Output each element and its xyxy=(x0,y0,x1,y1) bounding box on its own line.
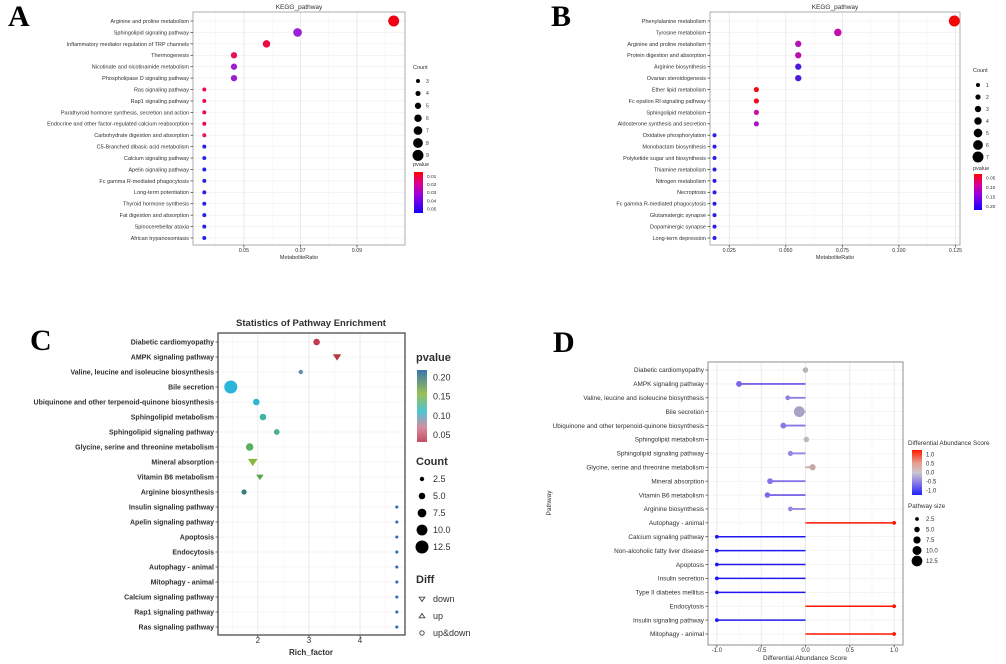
data-point xyxy=(202,190,206,194)
legend-colorbar xyxy=(413,162,437,213)
data-point xyxy=(395,580,398,583)
svg-text:0.050: 0.050 xyxy=(779,248,793,254)
svg-text:7: 7 xyxy=(426,128,429,135)
x-axis xyxy=(723,245,963,261)
x-axis xyxy=(256,635,363,657)
data-point xyxy=(202,213,206,217)
svg-text:0.02: 0.02 xyxy=(427,182,437,188)
panel-b-chart xyxy=(500,0,1006,295)
legend-title: pvalue xyxy=(973,166,990,172)
y-axis-label: Nitrogen metabolism xyxy=(655,178,706,185)
svg-text:2.5: 2.5 xyxy=(433,474,446,485)
y-axis-label: Polyketide sugar unit biosynthesis xyxy=(623,155,706,162)
y-axis-label: Valine, leucine and isoleucine biosynthesis xyxy=(70,369,214,377)
svg-text:10.0: 10.0 xyxy=(926,548,938,555)
legend-size xyxy=(413,65,429,161)
x-axis-title: Rich_factor xyxy=(288,648,334,657)
data-point xyxy=(754,87,759,92)
y-axis-label: Autophagy - animal xyxy=(149,564,214,572)
y-axis-label: C5-Branched dibasic acid metabolism xyxy=(96,144,189,151)
y-axis-label: Rap1 signaling pathway xyxy=(130,98,189,105)
data-point xyxy=(795,52,801,58)
legend-title: pvalue xyxy=(416,352,451,364)
y-axis-label: Glycine, serine and threonine metabolism xyxy=(586,464,704,472)
svg-text:6: 6 xyxy=(426,115,429,122)
y-axis-label: Fc gamma R-mediated phagocytosis xyxy=(616,201,706,208)
data-point xyxy=(788,451,793,456)
svg-text:0.100: 0.100 xyxy=(892,248,906,254)
svg-text:-0.5: -0.5 xyxy=(756,648,767,654)
y-axis-label: Carbohydrate digestion and absorption xyxy=(94,133,189,140)
y-axis-label: Dopaminergic synapse xyxy=(650,224,706,231)
svg-text:7: 7 xyxy=(986,154,989,161)
chart-title: KEGG_pathway xyxy=(275,4,323,11)
y-axis-label: Arginine biosynthesis xyxy=(140,489,214,497)
y-axis-label: Inflammatory mediator regulation of TRP channels xyxy=(66,41,189,48)
data-point xyxy=(736,381,742,387)
svg-text:0.09: 0.09 xyxy=(351,248,363,254)
svg-text:-1.0: -1.0 xyxy=(711,648,723,654)
y-axis-labels xyxy=(47,19,193,242)
panel-label-d: D xyxy=(553,326,575,359)
data-point xyxy=(785,395,790,400)
data-point xyxy=(395,625,398,628)
data-point xyxy=(395,520,398,523)
svg-text:7.5: 7.5 xyxy=(433,508,446,519)
svg-text:0.03: 0.03 xyxy=(427,191,437,197)
svg-text:0.15: 0.15 xyxy=(986,195,996,201)
y-axis-label: AMPK signaling pathway xyxy=(633,381,704,389)
x-axis xyxy=(239,245,362,261)
svg-text:4: 4 xyxy=(426,91,429,98)
data-point xyxy=(788,507,793,512)
data-point xyxy=(715,577,719,581)
svg-text:4: 4 xyxy=(986,118,989,125)
svg-text:up: up xyxy=(433,611,444,622)
panel-label-b: B xyxy=(551,0,572,33)
y-axis-labels xyxy=(616,19,710,242)
svg-text:5: 5 xyxy=(986,130,989,137)
data-point xyxy=(795,75,801,81)
chart-title: Statistics of Pathway Enrichment xyxy=(236,318,386,329)
data-point xyxy=(795,64,801,70)
y-axis-label: Glycine, serine and threonine metabolism xyxy=(75,444,214,452)
data-point xyxy=(713,167,717,171)
y-axis-label: Sphingolipid metabolism xyxy=(646,110,706,117)
data-point xyxy=(202,110,206,114)
y-axis-label: Vitamin B6 metabolism xyxy=(638,492,704,500)
svg-text:7.5: 7.5 xyxy=(926,538,935,545)
data-point xyxy=(388,16,399,27)
y-axis-label: Necroptosis xyxy=(676,190,706,197)
y-axis-label: Thiamine metabolism xyxy=(653,167,706,174)
svg-text:6: 6 xyxy=(986,142,989,149)
svg-text:-1.0: -1.0 xyxy=(926,488,937,495)
data-point xyxy=(794,406,805,417)
svg-text:0.0: 0.0 xyxy=(926,470,935,477)
data-point xyxy=(202,145,206,149)
data-point xyxy=(395,595,398,598)
svg-text:0.15: 0.15 xyxy=(433,391,451,402)
y-axis-label: Aldosterone synthesis and secretion xyxy=(617,121,706,128)
x-axis-title: MetaboliteRatio xyxy=(815,255,855,261)
svg-text:0.5: 0.5 xyxy=(845,648,854,654)
y-axis-label: Endocytosis xyxy=(172,549,214,557)
data-point xyxy=(231,75,237,81)
data-point xyxy=(293,28,302,37)
data-point xyxy=(395,610,398,613)
y-axis-label: Endocrine and other factor-regulated calcium reabsorption xyxy=(47,121,189,128)
legend-colorbar xyxy=(973,166,996,210)
svg-text:0.05: 0.05 xyxy=(238,248,250,254)
legend-title: Differential Abundance Score xyxy=(908,440,990,447)
data-point xyxy=(767,478,773,484)
legend-title: Count xyxy=(973,68,988,74)
data-point xyxy=(892,632,896,636)
y-axis-label: Rap1 signaling pathway xyxy=(134,609,214,617)
data-point xyxy=(715,563,719,567)
y-axis-label: Apelin signaling pathway xyxy=(128,167,189,174)
data-point xyxy=(834,29,841,36)
y-axis-label: Autophagy - animal xyxy=(648,520,704,528)
svg-text:3: 3 xyxy=(306,636,312,645)
data-point xyxy=(715,618,719,622)
legend-size xyxy=(973,68,989,162)
panel-d-chart xyxy=(510,295,1006,664)
data-point xyxy=(713,145,717,149)
y-axis-label: Protein digestion and absorption xyxy=(627,53,706,60)
y-axis-label: Phenylalanine metabolism xyxy=(641,18,706,25)
data-point xyxy=(713,236,717,240)
data-point xyxy=(803,367,809,373)
data-point xyxy=(395,535,398,538)
svg-text:3: 3 xyxy=(426,78,429,85)
y-axis-label: Nicotinate and nicotinamide metabolism xyxy=(91,64,189,71)
svg-text:0.07: 0.07 xyxy=(295,248,306,254)
svg-text:0.20: 0.20 xyxy=(986,205,996,211)
data-point xyxy=(202,225,206,229)
svg-text:0.5: 0.5 xyxy=(926,461,935,468)
svg-text:2: 2 xyxy=(255,636,261,645)
svg-text:5.0: 5.0 xyxy=(926,527,935,534)
svg-text:-0.5: -0.5 xyxy=(926,479,937,486)
y-axis-label: Ras signaling pathway xyxy=(138,624,214,632)
y-axis-label: Mineral absorption xyxy=(651,478,704,486)
y-axis-label: Insulin signaling pathway xyxy=(128,504,214,512)
data-point xyxy=(202,133,206,137)
y-axis-label: Endocytosis xyxy=(669,603,704,611)
plot-grid xyxy=(218,333,405,635)
data-point xyxy=(780,423,786,429)
y-axis-label: Thyroid hormone synthesis xyxy=(122,201,189,208)
y-axis-label: Calcium signaling pathway xyxy=(123,155,189,162)
y-axis-label: Diabetic cardiomyopathy xyxy=(130,339,214,347)
svg-text:4: 4 xyxy=(357,636,363,645)
chart-title: KEGG_pathway xyxy=(811,4,859,11)
y-axis-label: Ubiquinone and other terpenoid-quinone biosynthesis xyxy=(552,422,704,430)
y-axis-label: Tyrosine metabolism xyxy=(655,30,706,37)
y-axis-label: Mitophagy - animal xyxy=(650,631,704,639)
data-point xyxy=(754,110,759,115)
data-point xyxy=(202,99,206,103)
data-point xyxy=(754,121,759,126)
y-axis-label: Insulin signaling pathway xyxy=(632,617,704,625)
data-point xyxy=(395,505,398,508)
y-axis-label: Type II diabetes mellitus xyxy=(635,589,704,597)
legend-title: Diff xyxy=(416,574,435,586)
y-axis-label: Ovarian steroidogenesis xyxy=(646,76,706,83)
data-point xyxy=(231,52,237,58)
svg-text:2.5: 2.5 xyxy=(926,517,935,524)
data-point xyxy=(715,590,719,594)
svg-text:12.5: 12.5 xyxy=(926,559,938,566)
svg-text:0.05: 0.05 xyxy=(986,176,996,182)
data-point xyxy=(253,399,260,406)
svg-text:2: 2 xyxy=(986,94,989,101)
legend-title: pvalue xyxy=(413,162,430,168)
svg-text:0.10: 0.10 xyxy=(986,185,996,191)
data-point xyxy=(246,443,253,450)
svg-text:1.0: 1.0 xyxy=(889,648,899,654)
data-point xyxy=(202,202,206,206)
y-axis-labels xyxy=(553,367,708,638)
y-axis-title: Pathway xyxy=(546,490,553,516)
svg-text:0.01: 0.01 xyxy=(427,174,437,180)
y-axis-label: Ras signaling pathway xyxy=(133,87,189,94)
data-point xyxy=(713,190,717,194)
data-point xyxy=(202,167,206,171)
y-axis-label: Apoptosis xyxy=(179,534,214,542)
svg-text:3: 3 xyxy=(986,106,989,113)
data-point xyxy=(263,40,270,47)
data-point xyxy=(202,88,206,92)
y-axis-label: Arginine and proline metabolism xyxy=(627,41,706,48)
svg-text:0.04: 0.04 xyxy=(427,199,437,205)
data-point xyxy=(713,133,717,137)
y-axis-label: Calcium signaling pathway xyxy=(628,533,704,541)
svg-text:up&down: up&down xyxy=(433,628,471,639)
svg-text:down: down xyxy=(433,594,455,605)
x-axis-title: Differential Abundance Score xyxy=(762,655,848,662)
data-point xyxy=(241,489,246,494)
y-axis-label: Sphingolipid signaling pathway xyxy=(616,450,704,458)
y-axis-label: Bile secretion xyxy=(168,384,214,392)
data-point xyxy=(892,521,896,525)
y-axis-label: Ether lipid metabolism xyxy=(651,87,706,94)
data-point xyxy=(202,122,206,126)
data-point xyxy=(202,156,206,160)
y-axis-label: Parathyroid hormone synthesis, secretion and action xyxy=(60,110,189,117)
y-axis-label: Vitamin B6 metabolism xyxy=(137,474,214,482)
data-point xyxy=(765,492,771,498)
data-point xyxy=(202,236,206,240)
data-point xyxy=(224,381,237,394)
y-axis-label: Sphingolipid signaling pathway xyxy=(109,429,214,437)
y-axis-label: Bile secretion xyxy=(665,408,704,416)
data-point xyxy=(395,565,398,568)
data-point xyxy=(260,414,267,421)
y-axis-label: Arginine biosynthesis xyxy=(643,506,704,514)
svg-text:0.10: 0.10 xyxy=(433,410,451,421)
legend-size xyxy=(908,503,946,566)
y-axis-label: Diabetic cardiomyopathy xyxy=(634,367,704,375)
panel-label-c: C xyxy=(30,324,52,357)
data-point xyxy=(274,429,280,435)
data-point xyxy=(949,16,960,27)
y-axis-label: Sphingolipid signaling pathway xyxy=(113,30,189,37)
data-point xyxy=(713,179,717,183)
y-axis-label: Spinocerebellar ataxia xyxy=(134,224,189,231)
legend-title: Pathway size xyxy=(908,503,946,510)
plot-grid xyxy=(193,12,405,245)
x-axis-title: MetaboliteRatio xyxy=(279,255,319,261)
data-point xyxy=(395,550,398,553)
legend-title: Count xyxy=(416,456,448,468)
y-axis-label: Arginine and proline metabolism xyxy=(110,18,189,25)
data-point xyxy=(231,64,237,70)
data-point xyxy=(892,604,896,608)
data-point xyxy=(202,179,206,183)
y-axis-label: Oxidative phosphorylation xyxy=(642,133,706,140)
y-axis-label: Insulin secretion xyxy=(657,575,704,583)
y-axis-label: Mineral absorption xyxy=(151,459,214,467)
y-axis-label: Fc epsilon RI signaling pathway xyxy=(628,98,706,105)
svg-text:0.20: 0.20 xyxy=(433,372,451,383)
data-point xyxy=(795,41,801,47)
svg-text:0.0: 0.0 xyxy=(801,648,810,654)
data-point xyxy=(754,98,759,103)
svg-text:10.0: 10.0 xyxy=(433,525,451,536)
y-axis-label: Arginine biosynthesis xyxy=(654,64,706,71)
y-axis-label: Non-alcoholic fatty liver disease xyxy=(614,547,704,555)
y-axis-label: Thermogenesis xyxy=(151,53,189,60)
y-axis-label: Apoptosis xyxy=(675,561,704,569)
data-point xyxy=(715,549,719,553)
legend-colorbar xyxy=(908,440,990,495)
data-point xyxy=(804,437,810,443)
y-axis-label: AMPK signaling pathway xyxy=(130,354,214,362)
legend-title: Count xyxy=(413,65,428,71)
y-axis-label: Ubiquinone and other terpenoid-quinone biosynthesis xyxy=(33,399,214,407)
svg-text:0.05: 0.05 xyxy=(433,429,451,440)
svg-text:0.075: 0.075 xyxy=(835,248,849,254)
data-point xyxy=(313,339,320,346)
svg-text:1: 1 xyxy=(986,82,989,89)
y-axis-label: Calcium signaling pathway xyxy=(124,594,214,602)
data-point xyxy=(713,225,717,229)
panel-a-chart xyxy=(0,0,500,295)
legend-size xyxy=(416,456,451,554)
data-point xyxy=(715,535,719,539)
svg-text:0.125: 0.125 xyxy=(948,248,963,254)
y-axis-label: Phospholipase D signaling pathway xyxy=(102,76,189,83)
y-axis-label: African trypanosomiasis xyxy=(130,235,189,242)
y-axis-label: Sphingolipid metabolism xyxy=(634,436,704,444)
plot-grid xyxy=(710,12,960,245)
svg-text:12.5: 12.5 xyxy=(433,542,451,553)
y-axis-label: Monobactam biosynthesis xyxy=(642,144,706,151)
y-axis-label: Valine, leucine and isoleucine biosynthesis xyxy=(583,395,704,403)
y-axis-label: Sphingolipid metabolism xyxy=(130,414,214,422)
svg-text:5.0: 5.0 xyxy=(433,491,446,502)
y-axis-label: Glutamatergic synapse xyxy=(649,213,706,220)
y-axis-label: Mitophagy - animal xyxy=(150,579,214,587)
svg-text:9: 9 xyxy=(426,153,429,160)
y-axis-labels xyxy=(34,339,218,631)
plot-grid xyxy=(708,362,903,645)
legend-colorbar xyxy=(416,352,451,442)
y-axis-label: Fc gamma R-mediated phagocytosis xyxy=(99,178,189,185)
data-point xyxy=(713,156,717,160)
panel-label-a: A xyxy=(8,0,30,33)
y-axis-label: Apelin signaling pathway xyxy=(129,519,214,527)
panel-c-chart xyxy=(0,295,510,664)
svg-text:0.025: 0.025 xyxy=(722,248,736,254)
legend-shape xyxy=(416,574,471,638)
svg-text:1.0: 1.0 xyxy=(926,452,935,459)
y-axis-label: Fat digestion and absorption xyxy=(119,213,189,220)
data-point xyxy=(713,202,717,206)
data-point xyxy=(809,464,815,470)
svg-text:8: 8 xyxy=(426,140,429,147)
svg-text:5: 5 xyxy=(426,103,429,110)
svg-text:0.05: 0.05 xyxy=(427,207,437,213)
data-point xyxy=(299,370,303,374)
data-point xyxy=(713,213,717,217)
y-axis-label: Long-term potentiation xyxy=(133,190,189,197)
y-axis-label: Long-term depression xyxy=(652,235,706,242)
